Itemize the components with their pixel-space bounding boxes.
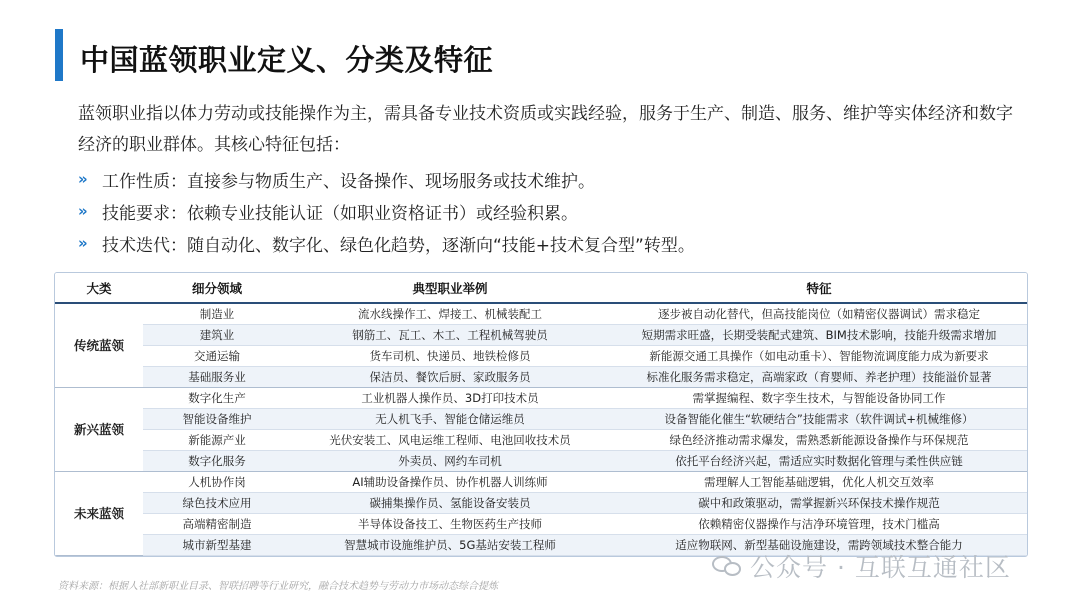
wechat-icon — [712, 554, 742, 578]
occupation-cell: 外卖员、网约车司机 — [291, 450, 609, 471]
watermark-text: 公众号 · 互联互通社区 — [750, 553, 1011, 582]
occupation-cell: 无人机飞手、智能仓储运维员 — [291, 408, 609, 429]
subfield-cell: 数字化服务 — [143, 450, 291, 471]
header-occupations: 典型职业举例 — [291, 273, 609, 303]
table-row — [55, 513, 1028, 534]
header-category: 大类 — [55, 273, 143, 303]
bullet-text: 工作性质：直接参与物质生产、设备操作、现场服务或技术维护。 — [102, 171, 595, 192]
feature-cell: 短期需求旺盛，长期受装配式建筑、BIM技术影响，技能升级需求增加 — [609, 324, 1028, 345]
subfield-cell: 智能设备维护 — [143, 408, 291, 429]
occupation-cell: 半导体设备技工、生物医药生产技师 — [291, 513, 609, 534]
table-row — [55, 303, 1028, 324]
subfield-cell: 数字化生产 — [143, 387, 291, 408]
occupation-cell: 碳捕集操作员、氢能设备安装员 — [291, 492, 609, 513]
table-row — [55, 450, 1028, 471]
table-row — [55, 324, 1028, 345]
table-header-row — [55, 273, 1028, 303]
double-chevron-icon: » — [78, 202, 88, 220]
title-accent-bar — [55, 29, 63, 81]
header-features: 特征 — [609, 273, 1028, 303]
double-chevron-icon: » — [78, 170, 88, 188]
double-chevron-icon: » — [78, 234, 88, 252]
feature-cell: 绿色经济推动需求爆发，需熟悉新能源设备操作与环保规范 — [609, 429, 1028, 450]
table-row — [55, 471, 1028, 492]
occupation-cell: 流水线操作工、焊接工、机械装配工 — [291, 303, 609, 324]
feature-cell: 碳中和政策驱动，需掌握新兴环保技术操作规范 — [609, 492, 1028, 513]
occupation-cell: 保洁员、餐饮后厨、家政服务员 — [291, 366, 609, 387]
intro-paragraph: 蓝领职业指以体力劳动或技能操作为主，需具备专业技术资质或实践经验，服务于生产、制造、服务、维护等实体经济和数字经济的职业群体。其核心特征包括： — [78, 104, 1013, 155]
subfield-cell: 人机协作岗 — [143, 471, 291, 492]
bullet-text: 技术迭代：随自动化、数字化、绿色化趋势，逐渐向“技能+技术复合型”转型。 — [102, 235, 695, 256]
feature-cell: 设备智能化催生“软硬结合”技能需求（软件调试+机械维修） — [609, 408, 1028, 429]
feature-cell: 标准化服务需求稳定，高端家政（育婴师、养老护理）技能溢价显著 — [609, 366, 1028, 387]
category-cell: 未来蓝领 — [55, 471, 143, 555]
occupation-cell: 钢筋工、瓦工、木工、工程机械驾驶员 — [291, 324, 609, 345]
feature-cell: 依托平台经济兴起，需适应实时数据化管理与柔性供应链 — [609, 450, 1028, 471]
bullet-item — [78, 195, 695, 227]
wechat-watermark — [712, 548, 1011, 584]
table-row — [55, 492, 1028, 513]
bullet-item — [78, 163, 695, 195]
table-row — [55, 429, 1028, 450]
bullet-item — [78, 227, 695, 259]
bullet-text: 技能要求：依赖专业技能认证（如职业资格证书）或经验积累。 — [102, 203, 578, 224]
subfield-cell: 高端精密制造 — [143, 513, 291, 534]
feature-cell: 新能源交通工具操作（如电动重卡）、智能物流调度能力成为新要求 — [609, 345, 1028, 366]
occupation-cell: 光伏安装工、风电运维工程师、电池回收技术员 — [291, 429, 609, 450]
subfield-cell: 交通运输 — [143, 345, 291, 366]
occupation-cell: 智慧城市设施维护员、5G基站安装工程师 — [291, 534, 609, 555]
occupation-cell: 货车司机、快递员、地铁检修员 — [291, 345, 609, 366]
occupation-cell: 工业机器人操作员、3D打印技术员 — [291, 387, 609, 408]
table-row — [55, 387, 1028, 408]
feature-cell: 需掌握编程、数字孪生技术，与智能设备协同工作 — [609, 387, 1028, 408]
feature-cell: 适应物联网、新型基础设施建设，需跨领域技术整合能力 — [609, 534, 1028, 555]
source-note: 资料来源：根据人社部新职业目录、智联招聘等行业研究，融合技术趋势与劳动力市场动态综合提炼 — [58, 581, 498, 592]
subfield-cell: 城市新型基建 — [143, 534, 291, 555]
category-cell: 新兴蓝领 — [55, 387, 143, 471]
page-title: 中国蓝领职业定义、分类及特征 — [80, 43, 494, 77]
category-cell: 传统蓝领 — [55, 303, 143, 387]
subfield-cell: 制造业 — [143, 303, 291, 324]
table-row — [55, 408, 1028, 429]
feature-cell: 需理解人工智能基础逻辑，优化人机交互效率 — [609, 471, 1028, 492]
table-row — [55, 366, 1028, 387]
subfield-cell: 绿色技术应用 — [143, 492, 291, 513]
occupation-cell: AI辅助设备操作员、协作机器人训练师 — [291, 471, 609, 492]
subfield-cell: 新能源产业 — [143, 429, 291, 450]
subfield-cell: 基础服务业 — [143, 366, 291, 387]
subfield-cell: 建筑业 — [143, 324, 291, 345]
feature-cell: 逐步被自动化替代，但高技能岗位（如精密仪器调试）需求稳定 — [609, 303, 1028, 324]
feature-bullet-list — [78, 163, 695, 259]
header-subfield: 细分领域 — [143, 273, 291, 303]
table-row — [55, 345, 1028, 366]
feature-cell: 依赖精密仪器操作与洁净环境管理，技术门槛高 — [609, 513, 1028, 534]
classification-table — [54, 272, 1028, 557]
